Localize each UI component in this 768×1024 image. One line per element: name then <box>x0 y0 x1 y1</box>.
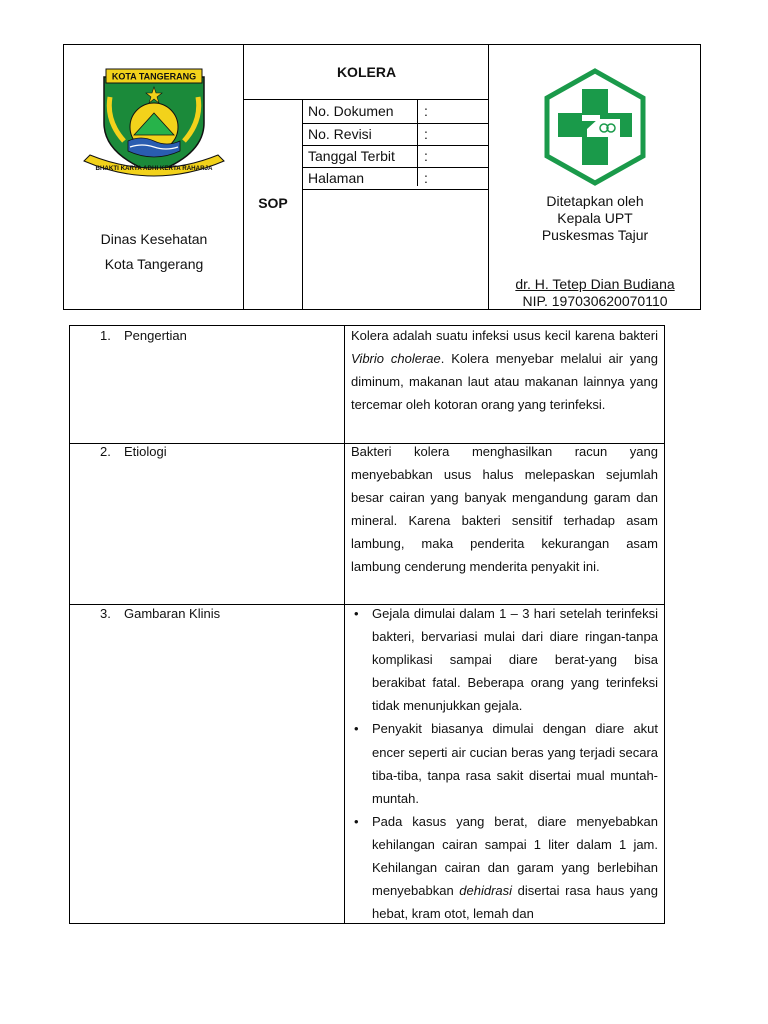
section-number: 1. <box>100 328 111 343</box>
sop-label: SOP <box>258 195 288 211</box>
italic-term: Vibrio cholerae <box>351 351 441 367</box>
bullet-icon: • <box>354 813 359 829</box>
header-divider <box>488 45 489 309</box>
sop-content-table <box>69 325 665 924</box>
agency-name-line1: Dinas Kesehatan <box>100 231 208 247</box>
section-title: Etiologi <box>124 444 167 459</box>
section-title: Pengertian <box>124 328 187 343</box>
approved-by-line3: Puskesmas Tajur <box>541 227 649 243</box>
bullet-icon: • <box>354 606 359 621</box>
section-number: 2. <box>100 444 111 459</box>
section-text: Bakteri kolera menghasilkan racun yang menyebabkan usus halus melepaskan sejumlah besar cairan yang banyak mengandung garam dan mineral. Karena bakteri sensitif terhadap asam lambung, maka penderita kekurangan asam lambung cenderung menderita penyakit ini. <box>351 444 658 575</box>
header-divider <box>417 99 418 186</box>
section-text: Kolera adalah suatu infeksi usus kecil karena bakteri Vibrio cholerae. Kolera menyebar melalui air yang diminum, makanan laut atau makanan lainnya yang tercemar oleh kotoran orang yang terinfeksi. <box>351 328 658 413</box>
section-number: 3. <box>100 606 111 621</box>
clinical-bullet-list <box>351 602 658 924</box>
logo-motto-text: BHAKTI KARYA ADHI KERTA RAHARJA <box>95 165 213 172</box>
puskesmas-logo <box>540 67 650 187</box>
header-divider <box>302 145 488 146</box>
header-divider <box>302 167 488 168</box>
header-divider <box>302 99 303 309</box>
logo-banner-text: KOTA TANGERANG <box>111 71 197 82</box>
kota-tangerang-logo <box>80 63 228 185</box>
header-divider <box>302 189 488 190</box>
doc-field-label: No. Dokumen <box>308 103 394 119</box>
document-title: KOLERA <box>336 64 397 80</box>
doc-field-value: : <box>424 103 428 119</box>
doc-field-value: : <box>424 126 428 142</box>
doc-field-label: Tanggal Terbit <box>308 148 395 164</box>
official-name: dr. H. Tetep Dian Budiana <box>515 276 675 292</box>
doc-field-value: : <box>424 148 428 164</box>
doc-field-label: No. Revisi <box>308 126 372 142</box>
column-divider <box>344 326 345 923</box>
official-nip: NIP. 197030620070110 <box>522 293 668 309</box>
list-item: • Pada kasus yang berat, diare menyebabkan kehilangan cairan sampai 1 liter dalam 1 jam. Kehilangan cairan dan garam yang berlebihan menyebabkan dehidrasi disertai rasa haus yang hebat, kram otot, lemah dan <box>351 810 658 924</box>
approved-by-line1: Ditetapkan oleh <box>546 193 644 209</box>
header-divider <box>302 123 488 124</box>
sop-header-table <box>63 44 701 310</box>
header-divider <box>243 99 488 100</box>
list-item: • Penyakit biasanya dimulai dengan diare akut encer seperti air cucian beras yang terjadi secara tiba-tiba, tanpa rasa sakit disertai mual muntah-muntah. <box>351 717 658 809</box>
italic-term: dehidrasi <box>459 883 513 899</box>
doc-field-label: Halaman <box>308 170 365 186</box>
bullet-icon: • <box>354 721 359 737</box>
approved-by-line2: Kepala UPT <box>557 210 633 226</box>
section-title: Gambaran Klinis <box>124 606 221 621</box>
agency-name-line2: Kota Tangerang <box>104 256 204 272</box>
doc-field-value: : <box>424 170 428 186</box>
list-item: • Gejala dimulai dalam 1 – 3 hari setelah terinfeksi bakteri, bervariasi mulai dari diare ringan-tanpa komplikasi sampai diare berat-yang bisa berakibat fatal. Beberapa orang yang terinfeksi tidak menunjukkan gejala. <box>351 602 658 717</box>
